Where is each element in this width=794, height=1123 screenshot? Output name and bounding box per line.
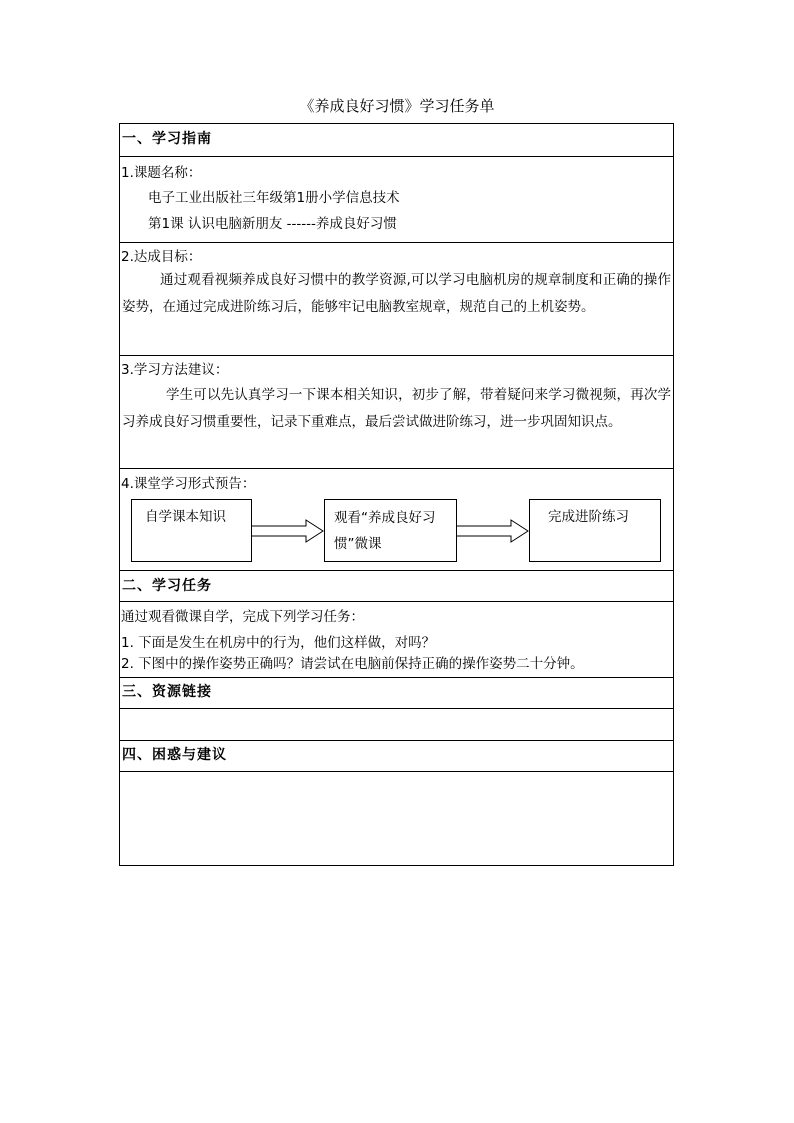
task-sheet-table: [119, 123, 674, 866]
tasks-row: [120, 602, 673, 678]
method-label: 3.学习方法建议：: [121, 362, 229, 378]
flow-step-self-study: [131, 499, 252, 562]
section-2-row: [120, 571, 673, 602]
task-item-2: 2. 下图中的操作姿势正确吗？请尝试在电脑前保持正确的操作姿势二十分钟。: [121, 656, 584, 672]
flow-step-1-label: 自学课本知识: [145, 509, 226, 525]
task-item-1: 1. 下面是发生在机房中的行为，他们这样做，对吗？: [121, 635, 436, 651]
preview-label: 4.课堂学习形式预告：: [121, 476, 256, 492]
section-4-heading: 四、困惑与建议: [122, 747, 227, 763]
flow-step-3-label: 完成进阶练习: [548, 509, 629, 525]
flow-step-2-label: 观看“养成良好习惯”微课: [334, 510, 436, 552]
flow-arrow-2-icon: [457, 519, 529, 543]
tasks-intro: 通过观看微课自学，完成下列学习任务：: [121, 609, 364, 625]
document-title: 《养成良好习惯》学习任务单: [299, 97, 495, 115]
section-4-row: [120, 741, 673, 772]
flow-step-watch-video: [324, 499, 457, 562]
topic-label: 1.课题名称：: [121, 165, 202, 181]
feedback-cell[interactable]: [120, 772, 673, 865]
section-1-heading: 一、学习指南: [122, 131, 212, 147]
section-2-heading: 二、学习任务: [122, 578, 212, 594]
flow-arrow-1-icon: [252, 519, 324, 543]
topic-line-2: 第1课 认识电脑新朋友 ------养成良好习惯: [148, 216, 397, 232]
flow-step-practice: [529, 499, 661, 562]
section-3-row: [120, 678, 673, 709]
section-1-row: [120, 124, 673, 157]
goal-label: 2.达成目标：: [121, 249, 202, 265]
goal-row: [120, 243, 673, 356]
preview-row: [120, 469, 673, 571]
section-3-heading: 三、资源链接: [122, 684, 212, 700]
resource-link-cell[interactable]: [120, 709, 673, 741]
method-text: 学生可以先认真学习一下课本相关知识，初步了解，带着疑问来学习微视频，再次学习养成良好习惯重要性，记录下重难点，最后尝试做进阶练习，进一步巩固知识点。: [122, 387, 671, 430]
goal-text: 通过观看视频养成良好习惯中的教学资源,可以学习电脑机房的规章制度和正确的操作姿势，在通过完成进阶练习后，能够牢记电脑教室规章，规范自己的上机姿势。: [122, 272, 671, 315]
method-row: [120, 356, 673, 469]
topic-row: [120, 157, 673, 243]
topic-line-1: 电子工业出版社三年级第1册小学信息技术: [148, 190, 400, 206]
